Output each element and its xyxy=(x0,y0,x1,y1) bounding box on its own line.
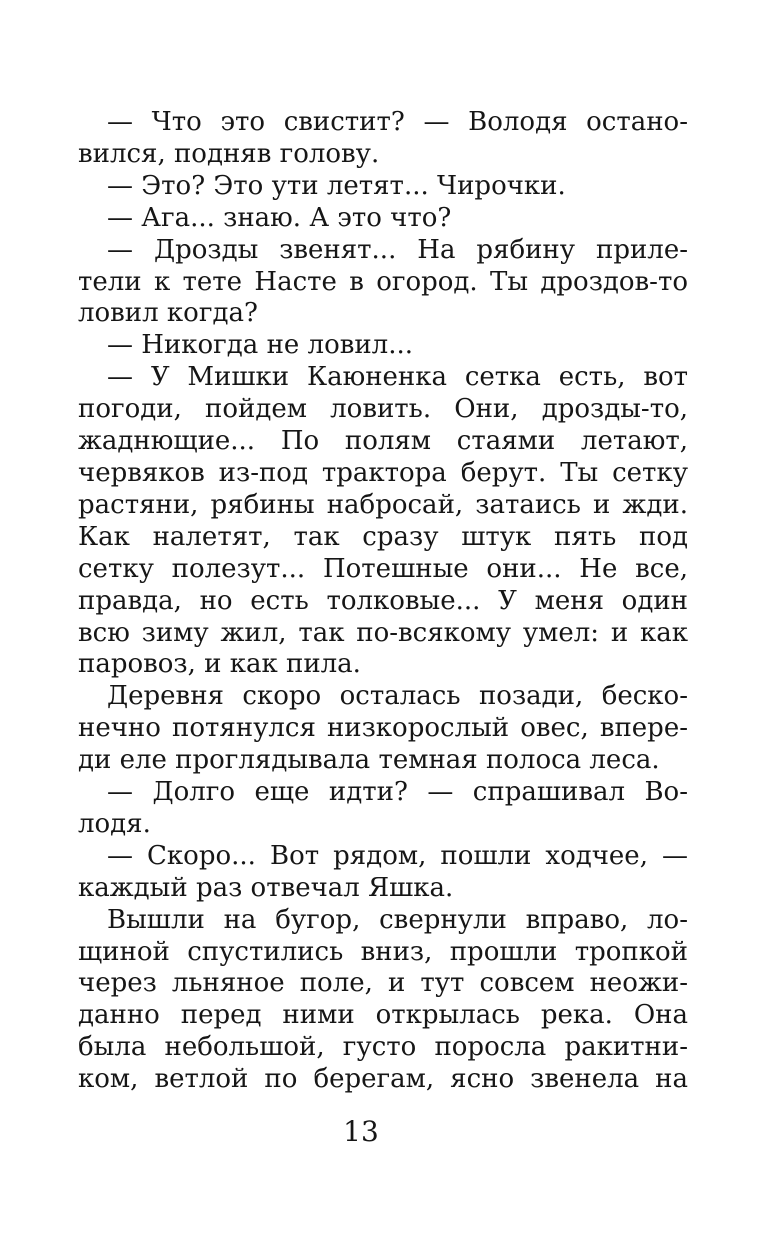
text-line: — Ага... знаю. А это что? xyxy=(107,202,452,233)
text-line: ком, ветлой по берегам, ясно звенела на xyxy=(78,1064,688,1095)
text-line: растяни, рябины набросай, затаись и жди. xyxy=(78,489,688,520)
text-line: через льняное поле, и тут совсем неожи- xyxy=(78,968,688,999)
text-line: — У Мишки Каюненка сетка есть, вот xyxy=(107,362,688,393)
text-line: всю зиму жил, так по-всякому умел: и как xyxy=(78,617,688,648)
text-line: — Что это свистит? — Володя остано- xyxy=(107,107,688,137)
text-line: — Никогда не ловил... xyxy=(107,330,413,361)
text-line: каждый раз отвечал Яшка. xyxy=(78,872,454,903)
text-line: ди еле проглядывала темная полоса леса. xyxy=(78,745,660,776)
text-line: правда, но есть толковые... У меня один xyxy=(78,585,688,616)
paragraph xyxy=(78,681,688,777)
page-number: 13 xyxy=(343,1115,379,1148)
text-line: Вышли на бугор, свернули вправо, ло- xyxy=(107,904,688,935)
text-line: — Дрозды звенят... На рябину приле- xyxy=(107,234,688,265)
text-line: ловил когда? xyxy=(78,298,258,329)
text-line: — Это? Это ути летят... Чирочки. xyxy=(107,170,566,201)
paragraph xyxy=(78,330,688,362)
paragraph xyxy=(78,905,688,1096)
text-line: — Скоро... Вот рядом, пошли ходчее, — xyxy=(107,840,688,871)
paragraph xyxy=(78,841,688,905)
paragraph xyxy=(78,777,688,841)
text-line: щиной спустились вниз, прошли тропкой xyxy=(78,936,688,967)
text-line: Как налетят, так сразу штук пять под xyxy=(78,521,688,552)
text-line: сетку полезут... Потешные они... Не все, xyxy=(78,553,688,584)
text-line: вился, подняв голову. xyxy=(78,138,380,169)
paragraph xyxy=(78,362,688,681)
text-line: жаднющие... По полям стаями летают, xyxy=(78,426,688,457)
page-text-block xyxy=(78,107,688,1096)
text-line: червяков из-под трактора берут. Ты сетку xyxy=(78,457,688,488)
text-line: — Долго еще идти? — спрашивал Во- xyxy=(107,777,688,808)
paragraph xyxy=(78,203,688,235)
text-line: нечно потянулся низкорослый овес, впере- xyxy=(78,713,688,744)
text-line: была небольшой, густо поросла ракитни- xyxy=(78,1032,688,1063)
paragraph xyxy=(78,107,688,171)
text-line: тели к тете Насте в огород. Ты дроздов-то xyxy=(78,266,688,297)
text-line: погоди, пойдем ловить. Они, дрозды-то, xyxy=(78,394,688,425)
text-line: данно перед ними открылась река. Она xyxy=(78,1000,688,1031)
text-line: Деревня скоро осталась позади, беско- xyxy=(107,681,688,712)
text-line: паровоз, и как пила. xyxy=(78,649,361,680)
paragraph xyxy=(78,235,688,331)
text-line: лодя. xyxy=(78,808,151,839)
paragraph xyxy=(78,171,688,203)
